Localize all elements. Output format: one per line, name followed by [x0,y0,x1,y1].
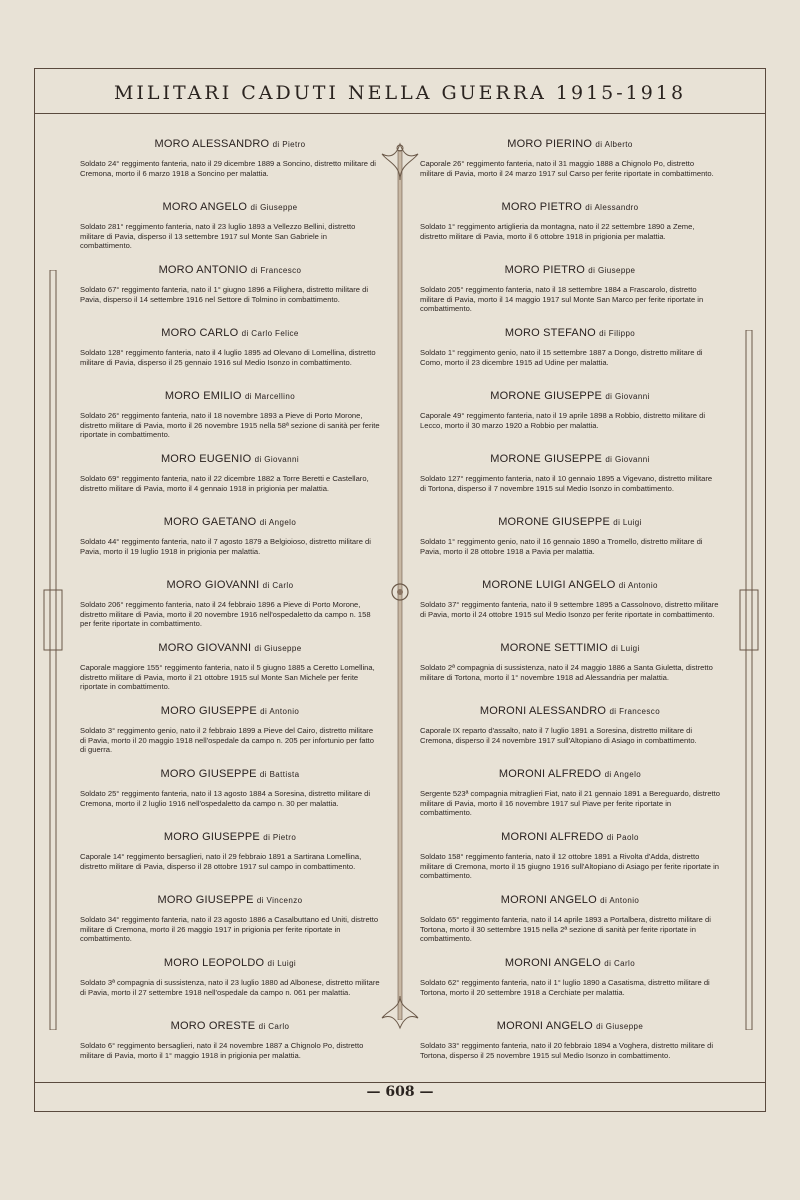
divider-top-ornament-icon [378,140,422,180]
entry-patronymic: di Vincenzo [256,896,303,905]
entry-patronymic: di Pietro [272,140,306,149]
entry [420,705,720,745]
entry-patronymic: di Antonio [260,707,300,716]
entry-surname: MORONI ALFREDO [501,831,604,843]
entry-text: Caporale 14° reggimento bersaglieri, nato il 29 febbraio 1891 a Sartirana Lomellina, distretto militare di Pavia, disperso il 28 ottobre 1917 sul campo in combattimento. [80,852,362,871]
page-title: MILITARI CADUTI NELLA GUERRA 1915-1918 [34,68,766,114]
entry-name [420,642,720,654]
entry-surname: MORO PIETRO [504,264,586,276]
entry-surname: MORO GIUSEPPE [160,768,257,780]
entry [80,579,380,629]
entry [420,831,720,881]
entry-text: Soldato 24° reggimento fanteria, nato il 29 dicembre 1889 a Soncino, distretto militare di Cremona, morto il 6 marzo 1918 a Soncino per malattia. [80,159,376,178]
entry-text: Soldato 1° reggimento artiglieria da montagna, nato il 22 settembre 1890 a Zeme, distretto militare di Pavia, morto il 6 ottobre 1918 in prigionia per malattia. [420,222,695,241]
entry [80,831,380,871]
entry [420,264,720,314]
entry [420,894,720,944]
entry-surname: MORONI ANGELO [500,894,597,906]
entry-text: Soldato 128° reggimento fanteria, nato il 4 luglio 1895 ad Olevano di Lomellina, distretto militare di Pavia, disperso il 25 gennaio 1916 sul Medio Isonzo in combattimento. [80,348,376,367]
entry-surname: MORO ANGELO [162,201,248,213]
entry-name [420,516,720,528]
entry [420,516,720,556]
entry-patronymic: di Francesco [609,707,661,716]
entry-surname: MORONI ANGELO [504,957,602,969]
entry-text: Soldato 205° reggimento fanteria, nato il 18 settembre 1884 a Frascarolo, distretto militare di Pavia, morto il 14 maggio 1917 sul Monte San Marco per ferite riportate in combattimento. [420,285,704,314]
entry-text: Soldato 37° reggimento fanteria, nato il 9 settembre 1895 a Cassolnovo, distretto militare di Pavia, morto il 24 ottobre 1915 sul Medio Isonzo per ferite riportate in combattimento. [420,600,719,619]
entry-text: Soldato 3ª compagnia di sussistenza, nato il 23 luglio 1880 ad Albonese, distretto militare di Pavia, morto il 27 settembre 1918 nell'ospedale da campo n. 061 per malattia. [80,978,380,997]
entry-patronymic: di Luigi [611,644,640,653]
entry [420,579,720,619]
entry-text: Soldato 26° reggimento fanteria, nato il 18 novembre 1893 a Pieve di Porto Morone, distretto militare di Pavia, morto il 26 novembre 1915 nella 58ª sezione di sanità per ferite riportate in combattimento. [80,411,380,440]
entry-surname: MORONI ALESSANDRO [479,705,607,717]
entry [420,138,720,178]
entry-name [80,390,380,402]
entry-surname: MORONE SETTIMIO [500,642,608,654]
left-side-ornament-icon [40,270,66,1030]
entry-text: Soldato 158° reggimento fanteria, nato il 12 ottobre 1891 a Rivolta d'Adda, distretto militare di Cremona, morto il 15 giugno 1916 sull'Altopiano di Asiago per ferite riportate in combattimento. [420,852,720,881]
entry [80,957,380,997]
entry-surname: MORO EUGENIO [160,453,252,465]
entry-name [420,138,720,150]
entry-text: Caporale IX reparto d'assalto, nato il 7 luglio 1891 a Soresina, distretto militare di Cremona, disperso il 24 novembre 1917 sull'Altopiano di Asiago in combattimento. [420,726,697,745]
entry-text: Soldato 281° reggimento fanteria, nato il 23 luglio 1893 a Vellezzo Bellini, distretto militare di Pavia, disperso il 13 settembre 1917 sul Monte San Gabriele in combattimento. [80,222,356,251]
entry-patronymic: di Angelo [259,518,297,527]
entry-surname: MORO GIUSEPPE [160,705,257,717]
entry-surname: MORO PIERINO [507,138,593,150]
entry-text: Soldato 67° reggimento fanteria, nato il 1° giugno 1896 a Filighera, distretto militare di Pavia, disperso il 14 settembre 1916 nel Settore di Tolmino in combattimento. [80,285,369,304]
entry-text: Caporale maggiore 155° reggimento fanteria, nato il 5 giugno 1885 a Ceretto Lomellina, distretto militare di Pavia, morto il 21 ottobre 1915 sul Monte San Michele per ferite riportate in combattimento. [80,663,375,692]
entry-name [420,327,720,339]
entry-name [420,201,720,213]
entry-patronymic: di Giuseppe [596,1022,644,1031]
entry-name [80,516,380,528]
entry-surname: MORONE GIUSEPPE [490,390,603,402]
entry-text: Soldato 2ª compagnia di sussistenza, nato il 24 maggio 1886 a Santa Giuletta, distretto militare di Tortona, morto il 1° novembre 1918 ad Alessandria per malattia. [420,663,713,682]
entry-name [80,957,380,969]
entry-patronymic: di Giovanni [605,392,650,401]
entry-patronymic: di Giovanni [254,455,300,464]
entry-surname: MORONI ALFREDO [498,768,602,780]
entry-surname: MORONE GIUSEPPE [498,516,610,528]
entry-name [420,768,720,780]
entry-surname: MORO GIOVANNI [158,642,252,654]
page-number: — 608 — [366,1084,434,1100]
entry-name [420,1020,720,1032]
entry-name [80,705,380,717]
entry-name [420,957,720,969]
entry-surname: MORO GIUSEPPE [163,831,260,843]
entry-patronymic: di Carlo [258,1022,290,1031]
entry-surname: MORO LEOPOLDO [163,957,265,969]
entry-patronymic: di Giovanni [605,455,650,464]
entry-text: Soldato 1° reggimento genio, nato il 16 gennaio 1890 a Tromello, distretto militare di Pavia, morto il 28 ottobre 1918 a Pavia per malattia. [420,537,703,556]
entry-surname: MORONI ANGELO [496,1020,593,1032]
entry-patronymic: di Pietro [263,833,297,842]
entry [80,516,380,556]
entry-surname: MORONE LUIGI ANGELO [482,579,616,591]
entry-name [80,831,380,843]
entry [80,327,380,367]
entry-text: Caporale 26° reggimento fanteria, nato il 31 maggio 1888 a Chignolo Po, distretto militare di Pavia, morto il 24 marzo 1917 sul Carso per ferite riportate in combattimento. [420,159,714,178]
divider-medallion-icon [390,582,410,602]
entry [420,201,720,241]
entry-name [420,579,720,591]
entry-surname: MORO CARLO [161,327,239,339]
entry-text: Soldato 127° reggimento fanteria, nato il 10 gennaio 1895 a Vigevano, distretto militare di Tortona, disperso il 7 novembre 1915 sul Medio Isonzo in combattimento. [420,474,713,493]
entry [80,768,380,808]
entry-surname: MORO ORESTE [170,1020,256,1032]
entry-text: Soldato 62° reggimento fanteria, nato il 1° luglio 1890 a Casatisma, distretto militare di Tortona, morto il 20 settembre 1918 a Cerchiate per malattia. [420,978,710,997]
entry-surname: MORO GIUSEPPE [157,894,254,906]
entry-text: Soldato 33° reggimento fanteria, nato il 20 febbraio 1894 a Voghera, distretto militare di Tortona, disperso il 25 novembre 1915 sul Medio Isonzo in combattimento. [420,1041,714,1060]
right-side-ornament-icon [736,330,762,1030]
entry-text: Soldato 1° reggimento genio, nato il 15 settembre 1887 a Dongo, distretto militare di Como, morto il 23 dicembre 1915 ad Udine per malattia. [420,348,703,367]
entry-text: Soldato 206° reggimento fanteria, nato il 24 febbraio 1896 a Pieve di Porto Morone, distretto militare di Pavia, morto il 20 novembre 1916 nell'ospedaletto da campo n. 158 per ferite riportate in combattimento. [80,600,371,629]
entry-surname: MORO PIETRO [501,201,582,213]
divider-bottom-ornament-icon [378,996,422,1032]
entry-name [420,831,720,843]
entry-name [420,390,720,402]
entry [420,327,720,367]
entry-patronymic: di Paolo [606,833,639,842]
entry [80,390,380,440]
entry-patronymic: di Marcellino [244,392,296,401]
entry-patronymic: di Carlo [262,581,294,590]
entry-name [80,642,380,654]
entry [420,1020,720,1060]
entry-surname: MORO ANTONIO [158,264,248,276]
entry-patronymic: di Alberto [595,140,633,149]
entry-name [420,453,720,465]
entry [80,453,380,493]
entry [80,705,380,755]
entry-name [80,138,380,150]
entry [80,894,380,944]
entry-patronymic: di Carlo [604,959,636,968]
entry-surname: MORO ALESSANDRO [154,138,270,150]
entry [80,1020,380,1060]
entry-name [80,768,380,780]
entry-patronymic: di Angelo [604,770,642,779]
entry-patronymic: di Carlo Felice [241,329,299,338]
entry-patronymic: di Giuseppe [250,203,298,212]
entry-patronymic: di Luigi [267,959,297,968]
entry [420,453,720,493]
entry-name [80,453,380,465]
entry-patronymic: di Francesco [250,266,302,275]
entry-patronymic: di Filippo [599,329,636,338]
entry-patronymic: di Battista [259,770,300,779]
entry [80,201,380,251]
entry-name [420,894,720,906]
entry-patronymic: di Luigi [613,518,642,527]
entry-text: Sergente 523ª compagnia mitraglieri Fiat, nato il 21 gennaio 1891 a Bereguardo, distretto militare di Pavia, morto il 16 novembre 1917 sul Piave per ferite riportate in combattimento. [420,789,720,818]
entry [80,138,380,178]
entry [420,390,720,430]
entry-surname: MORO STEFANO [504,327,596,339]
entry-name [80,264,380,276]
entry-patronymic: di Giuseppe [254,644,302,653]
entry-text: Soldato 25° reggimento fanteria, nato il 13 agosto 1884 a Soresina, distretto militare di Cremona, morto il 2 luglio 1916 nell'ospedaletto da campo n. 30 per malattia. [80,789,371,808]
entry [80,642,380,692]
entry-text: Soldato 44° reggimento fanteria, nato il 7 agosto 1879 a Belgioioso, distretto militare di Pavia, morto il 19 luglio 1918 in prigionia per malattia. [80,537,371,556]
entry-text: Caporale 49° reggimento fanteria, nato il 19 aprile 1898 a Robbio, distretto militare di Lecco, morto il 30 marzo 1920 a Robbio per malattia. [420,411,706,430]
entry-patronymic: di Antonio [618,581,658,590]
entry-name [80,1020,380,1032]
entry [80,264,380,304]
entry [420,768,720,818]
entry-name [80,201,380,213]
entry-text: Soldato 3° reggimento genio, nato il 2 febbraio 1899 a Pieve del Cairo, distretto militare di Pavia, morto il 20 maggio 1918 nell'ospedale da campo n. 205 per infortunio per fatto di guerra. [80,726,374,755]
entry-text: Soldato 6° reggimento bersaglieri, nato il 24 novembre 1887 a Chignolo Po, distretto militare di Pavia, morto il 1° maggio 1918 in prigionia per malattia. [80,1041,364,1060]
entry-patronymic: di Giuseppe [588,266,636,275]
entry-name [80,327,380,339]
entry-name [420,705,720,717]
entry-name [420,264,720,276]
entry-text: Soldato 65° reggimento fanteria, nato il 14 aprile 1893 a Portalbera, distretto militare di Tortona, morto il 30 settembre 1915 nella 2ª sezione di sanità per ferite riportate in combattimento. [420,915,711,944]
entry-patronymic: di Alessandro [585,203,639,212]
entry-text: Soldato 69° reggimento fanteria, nato il 22 dicembre 1882 a Torre Beretti e Castellaro, distretto militare di Pavia, morto il 4 gennaio 1918 in prigionia per malattia. [80,474,369,493]
bottom-rule [34,1082,766,1083]
entry-surname: MORO GAETANO [163,516,257,528]
entry [420,957,720,997]
entry-surname: MORONE GIUSEPPE [490,453,603,465]
entry-surname: MORO GIOVANNI [166,579,260,591]
entry-surname: MORO EMILIO [164,390,242,402]
entry-patronymic: di Antonio [600,896,640,905]
entry [420,642,720,682]
entry-name [80,894,380,906]
entry-text: Soldato 34° reggimento fanteria, nato il 23 agosto 1886 a Casalbuttano ed Uniti, distretto militare di Cremona, morto il 26 maggio 1917 in prigionia per ferite riportate in combattimento. [80,915,379,944]
entry-name [80,579,380,591]
